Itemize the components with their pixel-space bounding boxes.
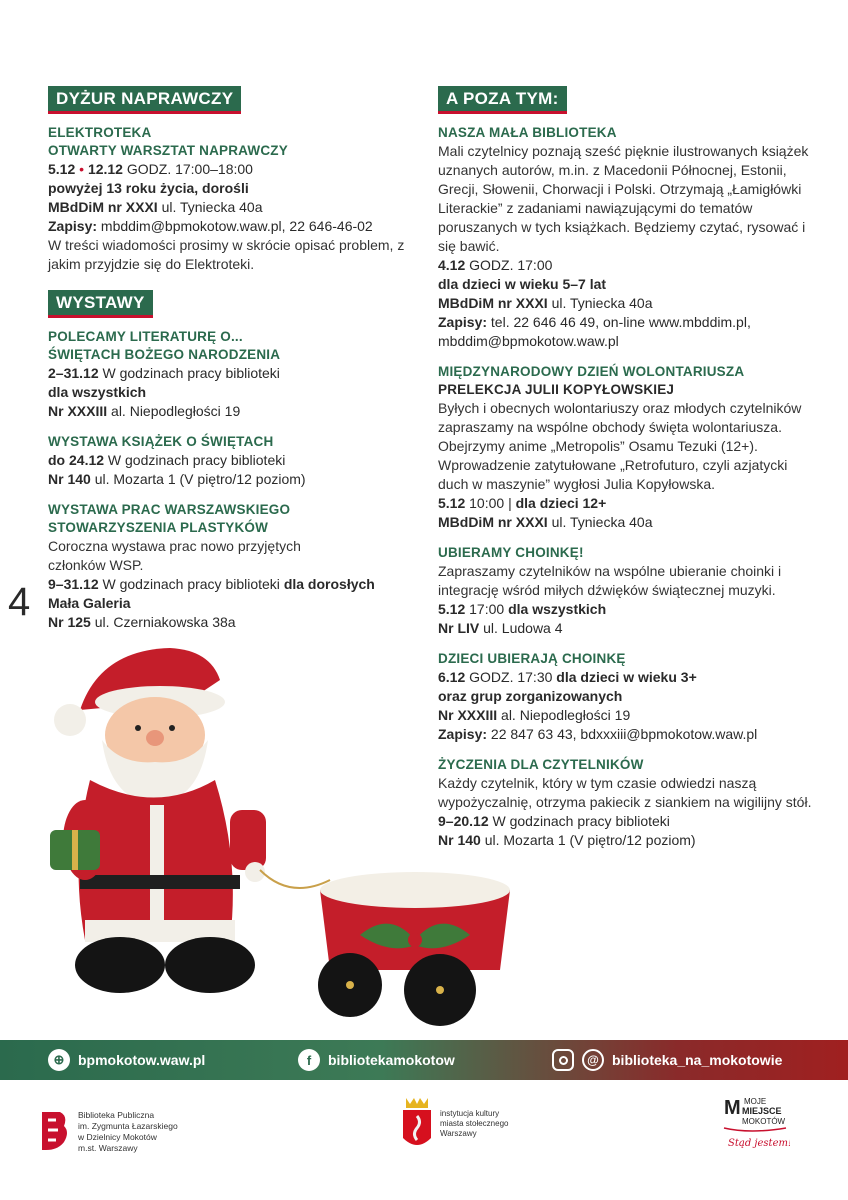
event-title: MIĘDZYNARODOWY DZIEŃ WOLONTARIUSZA xyxy=(438,364,745,379)
event-date: 12.12 xyxy=(87,161,123,177)
event-hours: W godzinach pracy biblioteki xyxy=(107,452,286,468)
event-title: NASZA MAŁA BIBLIOTEKA xyxy=(438,125,617,140)
event-place: Nr LIV xyxy=(438,620,480,636)
website-label: bpmokotow.waw.pl xyxy=(78,1052,206,1068)
event-audience: dla dorosłych xyxy=(283,576,375,592)
event-address: ul. Tyniecka 40a xyxy=(161,199,263,215)
warsaw-text-line: instytucja kultury xyxy=(440,1109,500,1118)
signup-contact[interactable]: 22 847 63 43, bdxxxiii@bpmokotow.waw.pl xyxy=(490,726,758,742)
event-date: 5.12 xyxy=(48,161,76,177)
exhibition-item xyxy=(48,433,423,489)
mm-slogan: Stąd jestem! xyxy=(728,1138,790,1149)
library-name-line: w Dzielnicy Mokotów xyxy=(78,1132,157,1142)
dot-separator: • xyxy=(79,161,85,177)
event-place: Nr XXXIII xyxy=(48,403,108,419)
library-name-line: im. Zygmunta Łazarskiego xyxy=(78,1121,178,1131)
event-title: ELEKTROTEKA xyxy=(48,125,152,140)
event-hours: W godzinach pracy biblioteki xyxy=(102,576,280,592)
event-address: al. Niepodległości 19 xyxy=(111,403,241,419)
event-address: ul. Tyniecka 40a xyxy=(551,514,653,530)
event-place: MBdDiM nr XXXI xyxy=(438,514,548,530)
signup-contact[interactable]: tel. 22 646 46 49, on-line www.mbddim.pl, mbddim@bpmokotow.waw.pl xyxy=(438,314,751,349)
footer-instagram-link[interactable] xyxy=(552,1049,782,1071)
partner-logos xyxy=(0,1090,848,1170)
signup-contact[interactable]: mbddim@bpmokotow.waw.pl, 22 646-46-02 xyxy=(100,218,373,234)
event-date: 6.12 xyxy=(438,669,466,685)
exhibition-item xyxy=(48,501,423,632)
event-place: MBdDiM nr XXXI xyxy=(438,295,548,311)
event-desc: Zapraszamy czytelników na wspólne ubieranie choinki i integrację wśród miłych dźwięków świątecznej muzyki. xyxy=(438,563,782,598)
event-subtitle: PRELEKCJA JULII KOPYŁOWSKIEJ xyxy=(438,382,675,397)
event-date: 5.12 xyxy=(438,495,466,511)
event-audience: dla dzieci 12+ xyxy=(515,495,607,511)
event-desc: Byłych i obecnych wolontariuszy oraz młodych czytelników zapraszamy na wspólne obchody święta wolontariusza. Obejrzymy anime „Metropolis” Osamu Tezuki (12+). Wprowadzenie zatytułowane „Retrofuturo, czyli azjatycki duch w maszynie” wygłosi Julia Kopyłowska. xyxy=(438,400,802,492)
event-hours: W godzinach pracy biblioteki xyxy=(102,365,280,381)
section-heading-dyzur: DYŻUR NAPRAWCZY xyxy=(48,86,241,114)
mm-line2: MIEJSCE xyxy=(742,1106,782,1116)
event-desc: Coroczna wystawa prac nowo przyjętych członków WSP. xyxy=(48,538,301,573)
event-date: 9–31.12 xyxy=(48,576,99,592)
mm-line1: MOJE xyxy=(744,1097,767,1106)
gallery-name: Mała Galeria xyxy=(48,595,131,611)
warsaw-crest-icon xyxy=(400,1094,434,1154)
event-audience: powyżej 13 roku życia, dorośli xyxy=(48,180,249,196)
library-name-line: Biblioteka Publiczna xyxy=(78,1110,155,1120)
signup-label: Zapisy: xyxy=(438,314,488,330)
event-audience: dla dzieci w wieku 3+ xyxy=(556,669,697,685)
event-item xyxy=(438,124,818,351)
event-address: ul. Czerniakowska 38a xyxy=(94,614,236,630)
threads-icon: @ xyxy=(582,1049,604,1071)
section-heading-apozatym: A POZA TYM: xyxy=(438,86,567,114)
event-address: ul. Mozarta 1 (V piętro/12 poziom) xyxy=(94,471,306,487)
event-time: GODZ. 17:00 xyxy=(469,257,553,273)
footer-social-bar xyxy=(0,1040,848,1080)
event-place: Nr 140 xyxy=(48,471,91,487)
event-address: ul. Mozarta 1 (V piętro/12 poziom) xyxy=(484,832,696,848)
globe-icon: ⊕ xyxy=(48,1049,70,1071)
library-name-line: m.st. Warszawy xyxy=(78,1143,138,1153)
event-item xyxy=(438,544,818,638)
event-place: MBdDiM nr XXXI xyxy=(48,199,158,215)
facebook-label: bibliotekamokotow xyxy=(328,1052,455,1068)
footer-facebook-link[interactable] xyxy=(298,1049,455,1071)
event-date: 9–20.12 xyxy=(438,813,489,829)
event-hours: W godzinach pracy biblioteki xyxy=(492,813,670,829)
left-column xyxy=(48,86,423,644)
event-elektroteka xyxy=(48,124,423,274)
event-audience: dla dzieci w wieku 5–7 lat xyxy=(438,276,607,292)
warsaw-text-line: miasta stołecznego xyxy=(440,1119,509,1128)
warsaw-text-line: Warszawy xyxy=(440,1129,477,1138)
event-audience: dla wszystkich xyxy=(508,601,607,617)
event-address: al. Niepodległości 19 xyxy=(501,707,631,723)
event-time: 17:00 xyxy=(469,601,505,617)
signup-label: Zapisy: xyxy=(438,726,488,742)
event-desc: Każdy czytelnik, który w tym czasie odwiedzi naszą wypożyczalnię, otrzyma pakiecik z siankiem na wigilijny stół. xyxy=(438,775,812,810)
event-title: OTWARTY WARSZTAT NAPRAWCZY xyxy=(48,143,288,158)
instagram-label: biblioteka_na_mokotowie xyxy=(612,1052,783,1068)
footer-website-link[interactable] xyxy=(48,1049,205,1071)
signup-label: Zapisy: xyxy=(48,218,98,234)
santa-figurine-icon xyxy=(40,640,540,1040)
page-number: 4 xyxy=(8,580,31,624)
event-address: ul. Tyniecka 40a xyxy=(551,295,653,311)
separator: | xyxy=(508,495,512,511)
library-logo-icon xyxy=(38,1110,70,1158)
facebook-icon: f xyxy=(298,1049,320,1071)
event-address: ul. Ludowa 4 xyxy=(483,620,563,636)
event-item xyxy=(438,363,818,532)
event-time: GODZ. 17:30 xyxy=(469,669,553,685)
event-title: POLECAMY LITERATURĘ O... ŚWIĘTACH BOŻEGO NARODZENIA xyxy=(48,329,281,362)
library-logo xyxy=(38,1110,178,1158)
event-title: WYSTAWA KSIĄŻEK O ŚWIĘTACH xyxy=(48,434,274,449)
event-place: Nr XXXIII xyxy=(438,707,498,723)
section-heading-wystawy: WYSTAWY xyxy=(48,290,153,318)
mm-line3: MOKOTÓW xyxy=(742,1117,786,1126)
event-place: Nr 125 xyxy=(48,614,91,630)
moje-miejsce-logo xyxy=(720,1094,790,1158)
santa-illustration xyxy=(40,640,540,1040)
event-audience-extra: oraz grup zorganizowanych xyxy=(438,688,623,704)
event-title: UBIERAMY CHOINKĘ! xyxy=(438,545,584,560)
event-place: Nr 140 xyxy=(438,832,481,848)
event-title: DZIECI UBIERAJĄ CHOINKĘ xyxy=(438,651,626,666)
event-time: 10:00 xyxy=(469,495,505,511)
event-note: W treści wiadomości prosimy w skrócie opisać problem, z jakim przyjdzie się do Elektroteki. xyxy=(48,237,405,272)
event-date: do 24.12 xyxy=(48,452,105,468)
event-date: 2–31.12 xyxy=(48,365,99,381)
exhibition-item xyxy=(48,328,423,421)
event-time: GODZ. 17:00–18:00 xyxy=(126,161,253,177)
event-title: ŻYCZENIA DLA CZYTELNIKÓW xyxy=(438,757,644,772)
event-date: 5.12 xyxy=(438,601,466,617)
svg-text:M: M xyxy=(724,1097,741,1119)
event-desc: Mali czytelnicy poznają sześć pięknie ilustrowanych książek uznanych autorów, m.in. z Macedonii Północnej, Estonii, Grecji, Słowenii, Chorwacji i Polski. Otrzymają „Łamigłówki Literackie” z zadaniami nawiązującymi do tematów poruszanych w tych książkach. Będziemy czytać, rysować i się bawić. xyxy=(438,143,809,254)
event-title: WYSTAWA PRAC WARSZAWSKIEGO STOWARZYSZENIA PLASTYKÓW xyxy=(48,502,291,535)
event-date: 4.12 xyxy=(438,257,466,273)
warsaw-logo xyxy=(400,1094,508,1154)
instagram-icon xyxy=(552,1049,574,1071)
event-audience: dla wszystkich xyxy=(48,384,147,400)
